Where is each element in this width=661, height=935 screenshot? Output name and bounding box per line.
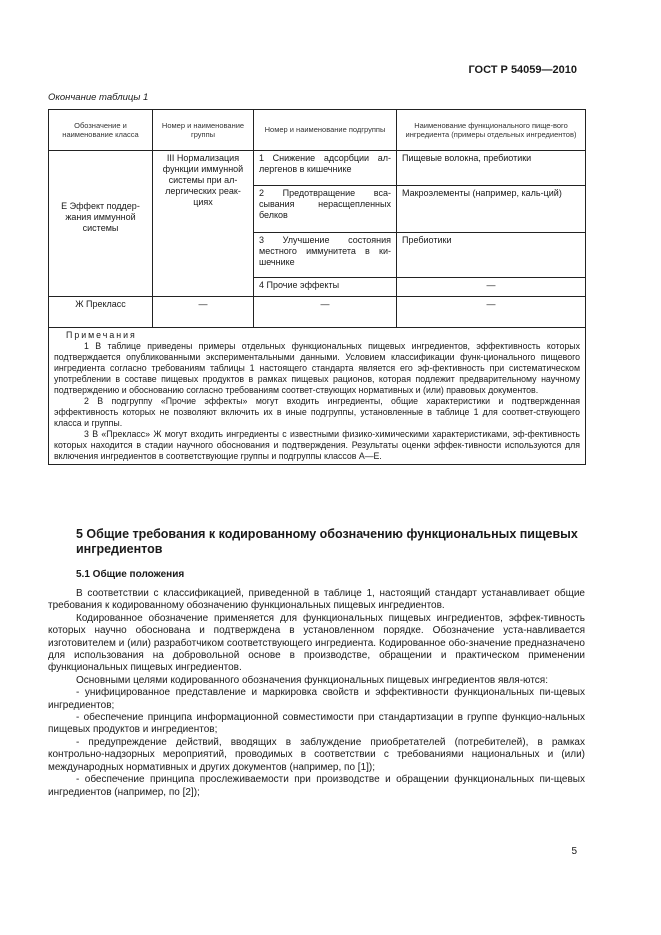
subgroup-name: 4 Прочие эффекты (254, 278, 397, 297)
list-item: - унифицированное представление и маркировка свойств и эффективности функциональных пи-щевых ингредиентов; (48, 687, 585, 711)
list-item: - предупреждение действий, вводящих в заблуждение приобретателей (потребителей), в рамках контрольно-надзорных мероприятий, проводимых в соответствии с требованиями национальных и (или) международных нормативных и других документов (например, по [1]); (48, 736, 585, 773)
subgroup-name: 3 Улучшение состояния местного иммунитета в ки-шечнике (254, 233, 397, 278)
table-row (49, 297, 586, 328)
paragraph: В соответствии с классификацией, приведенной в таблице 1, настоящий стандарт устанавливает общие требования к кодированному обозначению функциональных пищевых ингредиентов. (48, 588, 585, 612)
section-5-body (48, 588, 585, 799)
subgroup-examples: Макроэлементы (например, каль-ций) (397, 186, 586, 233)
page-number: 5 (571, 846, 577, 857)
subgroup-name: 2 Предотвращение вса-сывания нерасщепленных белков (254, 186, 397, 233)
list-item: - обеспечение принципа прослеживаемости при производстве и обращении функциональных пи-щевых ингредиентов (например, по [2]); (48, 774, 585, 798)
standard-number: ГОСТ Р 54059—2010 (468, 64, 577, 76)
paragraph: Основными целями кодированного обозначения функциональных пищевых ингредиентов явля-ются: (76, 674, 548, 686)
subgroup-examples: — (397, 278, 586, 297)
header-class: Обозначение и наименование класса (49, 110, 153, 151)
class-e-cell: Е Эффект поддер-жания иммунной системы (49, 151, 153, 297)
subgroup-examples: Пребиотики (397, 233, 586, 278)
dash-cell: — (153, 297, 254, 328)
class-zh-cell: Ж Прекласс (49, 297, 153, 328)
subgroup-examples: Пищевые волокна, пребиотики (397, 151, 586, 186)
table-notes-row (49, 328, 586, 465)
table-header-row (49, 110, 586, 151)
note-3: 3 В «Прекласс» Ж могут входить ингредиенты с известными физико-химическими характеристиками, эф-фективность которых находится в стадии научного обоснования и подтверждения. Результаты оценки эффек-тивности используются для включения ингредиентов в соответствующие группы и подгруппы классов А—Е. (54, 429, 580, 461)
table-row (49, 151, 586, 186)
header-group: Номер и наименование группы (153, 110, 254, 151)
section-5-1-title: 5.1 Общие положения (76, 569, 185, 580)
paragraph: Кодированное обозначение применяется для функциональных пищевых ингредиентов, эффек-тивность которых научно обоснована и подтверждена в установленном порядке. Обозначение уста-навливается изготовителем и (или) разработчиком соответствующего ингредиента. Кодированное обо-значение предназначено для использования на добровольной основе в производстве, обращении и практическом применении функциональных пищевых ингредиентов. (48, 612, 585, 674)
header-ingredient: Наименование функционального пище-вого ингредиента (примеры отдельных ингредиентов) (397, 110, 586, 151)
subgroup-name: 1 Снижение адсорбции ал-лергенов в кишечнике (254, 151, 397, 186)
header-subgroup: Номер и наименование подгруппы (254, 110, 397, 151)
table-caption: Окончание таблицы 1 (48, 92, 149, 103)
notes-title: Примечания (66, 330, 137, 340)
dash-cell: — (397, 297, 586, 328)
list-item: - обеспечение принципа информационной совместимости при стандартизации в группе функцио-нальных пищевых продуктов и ингредиентов; (48, 712, 585, 736)
classification-table (48, 109, 586, 465)
table-notes (49, 328, 586, 465)
note-1: 1 В таблице приведены примеры отдельных функциональных пищевых ингредиентов, эффективность которых подтверждается опубликованными экспериментальными данными. Условием классификации функ-ционального пищевого ингредиента согласно требованиям таблицы 1 настоящего стандарта является его эф-фективность при систематическом употреблении в составе пищевых продуктов в рамках пищевых рационов, которая подлежит предварительному научному подтверждению и обоснованию согласно требованиям соответ-ствующих нормативных и (или) правовых документов. (54, 341, 580, 395)
note-2: 2 В подгруппу «Прочие эффекты» могут входить ингредиенты, общие характеристики и подтвержденная эффективность которых не позволяют включить их в иные подгруппы, установленные в таблице 1 для соответ-ствующего класса и группы. (54, 396, 580, 428)
group-iii-cell: III Нормализация функции иммунной системы при ал-лергических реак-циях (153, 151, 254, 297)
section-5-title: 5 Общие требования к кодированному обозначению функциональных пищевых ингредиентов (76, 527, 578, 556)
dash-cell: — (254, 297, 397, 328)
